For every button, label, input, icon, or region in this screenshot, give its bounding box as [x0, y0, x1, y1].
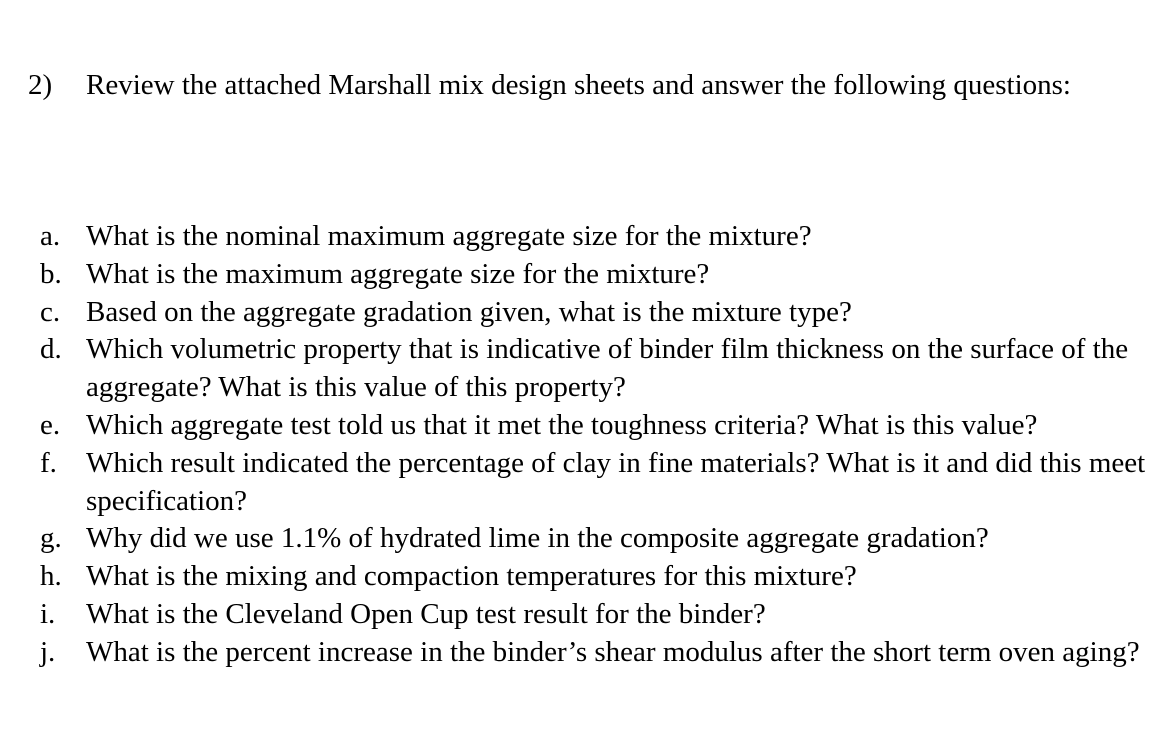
sub-question-text: Which result indicated the percentage of clay in fine materials? What is it and did this meet specification? — [86, 446, 1146, 517]
sub-question-marker: b. — [40, 257, 62, 290]
sub-question-marker: j. — [40, 635, 56, 668]
sub-question-marker: f. — [40, 446, 57, 479]
sub-question-j — [40, 634, 1150, 672]
sub-question-marker: g. — [40, 522, 62, 555]
sub-question-text: Based on the aggregate gradation given, what is the mixture type? — [86, 295, 852, 328]
question-2 — [28, 58, 1148, 112]
sub-question-text: Why did we use 1.1% of hydrated lime in the composite aggregate gradation? — [86, 522, 989, 555]
sub-question-marker: c. — [40, 295, 61, 328]
sub-question-text: Which aggregate test told us that it met the toughness criteria? What is this value? — [86, 408, 1038, 441]
sub-question-d — [40, 331, 1150, 407]
sub-question-text: What is the maximum aggregate size for the mixture? — [86, 257, 710, 290]
question-prompt: Review the attached Marshall mix design sheets and answer the following questions: — [86, 69, 1071, 101]
question-number: 2) — [28, 69, 53, 101]
sub-question-c — [40, 294, 1150, 332]
sub-question-marker: a. — [40, 220, 61, 252]
sub-question-b — [40, 256, 1150, 294]
sub-question-text: What is the mixing and compaction temperatures for this mixture? — [86, 560, 857, 593]
sub-question-a — [40, 218, 1150, 256]
sub-question-h — [40, 558, 1150, 596]
sub-question-text: What is the Cleveland Open Cup test result for the binder? — [86, 597, 766, 630]
sub-question-marker: d. — [40, 333, 62, 366]
sub-question-text: What is the nominal maximum aggregate size for the mixture? — [86, 220, 812, 252]
sub-question-marker: e. — [40, 408, 61, 441]
sub-question-i — [40, 596, 1150, 634]
sub-question-text: Which volumetric property that is indicative of binder film thickness on the surface of the aggregate? What is this value of this property? — [86, 333, 1129, 404]
sub-question-e — [40, 407, 1150, 445]
sub-question-text: What is the percent increase in the binder’s shear modulus after the short term oven aging? — [86, 635, 1140, 668]
sub-question-g — [40, 520, 1150, 558]
sub-question-f — [40, 445, 1150, 521]
sub-question-list — [40, 218, 1150, 672]
sub-question-marker: i. — [40, 597, 56, 630]
sub-question-marker: h. — [40, 560, 62, 593]
